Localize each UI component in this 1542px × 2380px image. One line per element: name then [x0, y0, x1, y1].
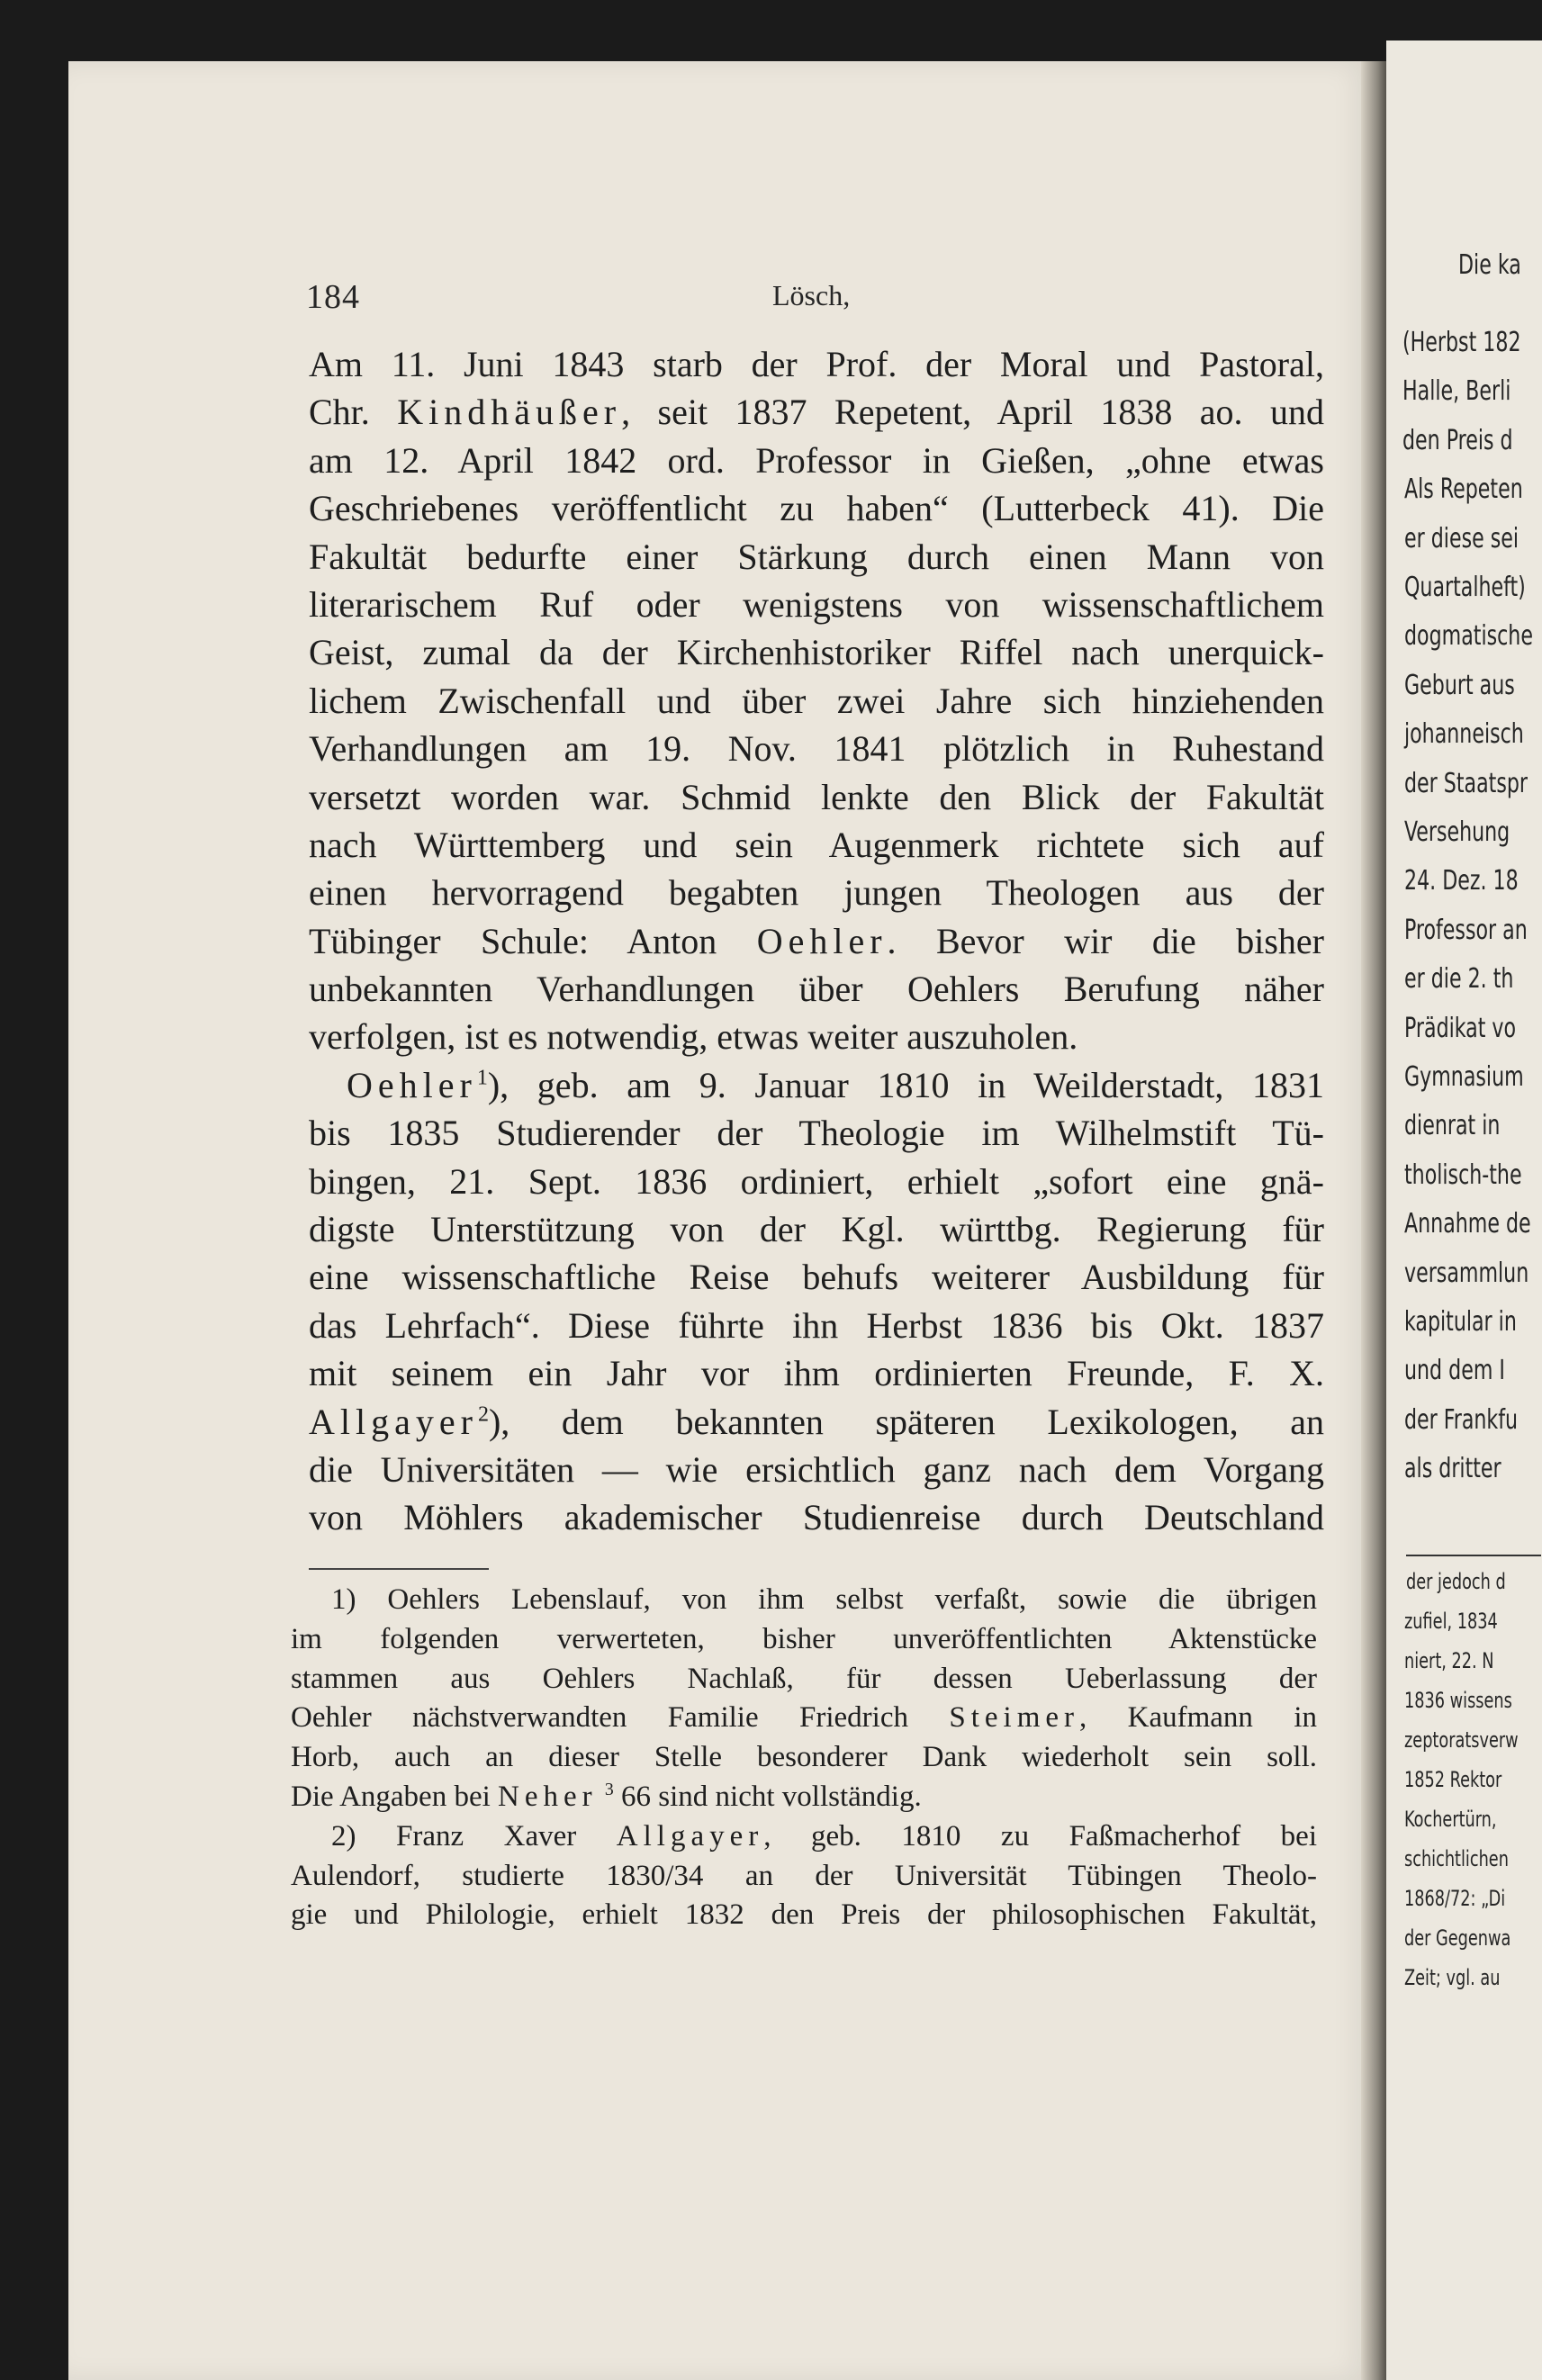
body-line: digste Unterstützung von der Kgl. württbg. Regierung für: [309, 1209, 1324, 1250]
right-page-line: Halle, Berli: [1402, 375, 1511, 408]
right-page-footnote-line: zufiel, 1834: [1404, 1609, 1498, 1634]
right-page-line: Annahme de: [1404, 1208, 1531, 1240]
body-line: nach Württemberg und sein Augenmerk richtete sich auf: [309, 824, 1324, 865]
right-page: [1386, 41, 1542, 2380]
page-header: [306, 277, 1328, 316]
right-footnote-rule: [1406, 1555, 1541, 1556]
body-text: [309, 340, 1324, 1542]
footnote-fragment: , geb. 1810 zu Faßmacherhof bei: [763, 1819, 1317, 1853]
body-line-fragment: , seit 1837 Repetent, April 1838 ao. und: [621, 392, 1325, 433]
body-line: Am 11. Juni 1843 starb der Prof. der Moral und Pastoral,: [309, 344, 1324, 384]
footnote-line: [291, 1817, 1317, 1857]
body-line: bis 1835 Studierender der Theologie im Wilhelmstift Tü-: [309, 1113, 1324, 1154]
body-line: [309, 1398, 1324, 1446]
body-line: [309, 1061, 1324, 1109]
footnote-line: [291, 1699, 1317, 1738]
book-gutter: [1361, 61, 1388, 2380]
body-line: am 12. April 1842 ord. Professor in Gießen, „ohne etwas: [309, 439, 1324, 481]
footnote-ref: 2: [477, 1402, 489, 1427]
spaced-name: Neher: [498, 1780, 598, 1813]
right-page-footnote-line: Zeit; vgl. au: [1404, 1965, 1501, 1990]
body-line: literarischem Ruf oder wenigstens von wissenschaftlichem: [309, 583, 1324, 625]
body-line: [309, 388, 1324, 436]
body-line: einen hervorragend begabten jungen Theologen aus der: [309, 872, 1324, 914]
spaced-name: Allgayer: [616, 1819, 764, 1853]
body-line: das Lehrfach“. Diese führte ihn Herbst 1836 bis Okt. 1837: [309, 1304, 1324, 1346]
footnote-fragment: [598, 1780, 605, 1813]
footnote-line: Aulendorf, studierte 1830/34 an der Universität Tübingen Theolo-: [291, 1859, 1317, 1892]
spaced-name: Oehler: [347, 1064, 477, 1105]
right-page-line: Gymnasium: [1404, 1061, 1524, 1093]
footnote-fragment: , Kaufmann in: [1079, 1701, 1317, 1735]
right-page-footnote-line: 1836 wissens: [1404, 1688, 1512, 1713]
right-page-footnote-line: niert, 22. N: [1404, 1648, 1494, 1673]
body-line-fragment: Tübinger Schule: Anton: [309, 920, 757, 961]
right-page-line: er diese sei: [1404, 522, 1519, 554]
body-line-fragment: ), dem bekannten späteren Lexikologen, an: [488, 1401, 1324, 1442]
right-page-line: den Preis d: [1402, 424, 1513, 456]
footnote-ref: 3: [604, 1779, 614, 1799]
footnote-line: im folgenden verwerteten, bisher unveröffentlichten Aktenstücke: [291, 1622, 1317, 1655]
right-page-footnote-line: 1868/72: „Di: [1404, 1886, 1506, 1911]
footnote-fragment: 66 sind nicht vollständig.: [613, 1780, 922, 1813]
right-page-footnote-line: 1852 Rektor: [1404, 1767, 1502, 1792]
right-page-line: (Herbst 182: [1402, 327, 1521, 358]
right-page-line: und dem I: [1404, 1355, 1505, 1387]
body-line: Geschriebenes veröffentlicht zu haben“ (Lutterbeck 41). Die: [309, 488, 1324, 529]
right-page-line: Als Repeten: [1404, 473, 1523, 506]
right-page-line: johanneisch: [1404, 718, 1524, 751]
body-line: bingen, 21. Sept. 1836 ordiniert, erhielt „sofort eine gnä-: [309, 1160, 1324, 1202]
body-line: von Möhlers akademischer Studienreise durch Deutschland: [309, 1497, 1324, 1538]
body-line: versetzt worden war. Schmid lenkte den Blick der Fakultät: [309, 776, 1324, 817]
right-page-header: Die ka: [1458, 249, 1521, 281]
page-number: 184: [306, 278, 360, 316]
body-line: verfolgen, ist es notwendig, etwas weiter auszuholen.: [309, 1016, 1078, 1058]
right-page-line: tholisch-the: [1404, 1158, 1522, 1191]
body-line: unbekannten Verhandlungen über Oehlers Berufung näher: [309, 969, 1324, 1010]
body-line: eine wissenschaftliche Reise behufs weiterer Ausbildung für: [309, 1257, 1324, 1298]
footnote-line: 1) Oehlers Lebenslauf, von ihm selbst verfaßt, sowie die übrigen: [331, 1583, 1317, 1616]
footnotes: [291, 1581, 1317, 1935]
right-page-line: kapitular in: [1404, 1306, 1517, 1338]
right-page-line: dienrat in: [1404, 1110, 1501, 1142]
footnote-line: stammen aus Oehlers Nachlaß, für dessen Ueberlassung der: [291, 1662, 1317, 1695]
right-page-line: Prädikat vo: [1404, 1012, 1517, 1044]
right-page-footnote-line: schichtlichen: [1404, 1846, 1509, 1871]
right-page-line: Professor an: [1404, 914, 1528, 946]
body-line: Geist, zumal da der Kirchenhistoriker Riffel nach unerquick-: [309, 632, 1324, 673]
right-page-line: der Frankfu: [1404, 1403, 1519, 1436]
body-line: lichem Zwischenfall und über zwei Jahre sich hinziehenden: [309, 680, 1324, 721]
body-line: Fakultät bedurfte einer Stärkung durch einen Mann von: [309, 536, 1324, 577]
spaced-name: Steimer: [949, 1701, 1080, 1735]
footnote-fragment: Oehler nächstverwandten Familie Friedrich: [291, 1701, 950, 1735]
right-page-line: dogmatische: [1404, 620, 1533, 653]
body-line: [309, 917, 1324, 965]
right-page-line: der Staatspr: [1404, 767, 1528, 799]
body-line: mit seinem ein Jahr vor ihm ordinierten Freunde, F. X.: [309, 1353, 1324, 1394]
body-line-fragment: ), geb. am 9. Januar 1810 in Weilderstadt, 1831: [487, 1064, 1324, 1105]
right-page-footnote-line: zeptoratsverw: [1404, 1727, 1519, 1753]
right-page-footnote-line: Kochertürn,: [1404, 1807, 1497, 1832]
footnote-line: [291, 1778, 1317, 1817]
body-line-fragment: Chr.: [309, 392, 398, 433]
right-page-line: er die 2. th: [1404, 963, 1514, 996]
right-page-line: Geburt aus: [1404, 669, 1515, 701]
spaced-name: Oehler: [756, 920, 888, 961]
right-page-line: als dritter: [1404, 1453, 1501, 1485]
footnote-ref: 1: [476, 1066, 488, 1090]
running-title: Lösch,: [772, 279, 851, 311]
right-page-footnote-line: der jedoch d: [1406, 1569, 1506, 1594]
right-page-line: versammlun: [1404, 1257, 1529, 1289]
body-line: Verhandlungen am 19. Nov. 1841 plötzlich in Ruhestand: [309, 728, 1324, 770]
footnote-rule: [309, 1568, 489, 1570]
right-page-line: Versehung: [1404, 816, 1510, 848]
spaced-name: Allgayer: [309, 1401, 478, 1442]
right-page-footnote-line: der Gegenwa: [1404, 1925, 1511, 1951]
footnote-line: gie und Philologie, erhielt 1832 den Preis der philosophischen Fakultät,: [291, 1898, 1317, 1932]
right-page-line: 24. Dez. 18: [1404, 865, 1519, 897]
body-line-fragment: . Bevor wir die bisher: [887, 920, 1324, 961]
body-line: die Universitäten — wie ersichtlich ganz nach dem Vorgang: [309, 1448, 1324, 1490]
footnote-fragment: 2) Franz Xaver: [331, 1819, 617, 1853]
spaced-name: Kindhäußer: [397, 392, 622, 433]
right-page-line: Quartalheft): [1404, 572, 1526, 603]
footnote-fragment: Die Angaben bei: [291, 1780, 499, 1813]
footnote-line: Horb, auch an dieser Stelle besonderer Dank wiederholt sein soll.: [291, 1741, 1317, 1774]
